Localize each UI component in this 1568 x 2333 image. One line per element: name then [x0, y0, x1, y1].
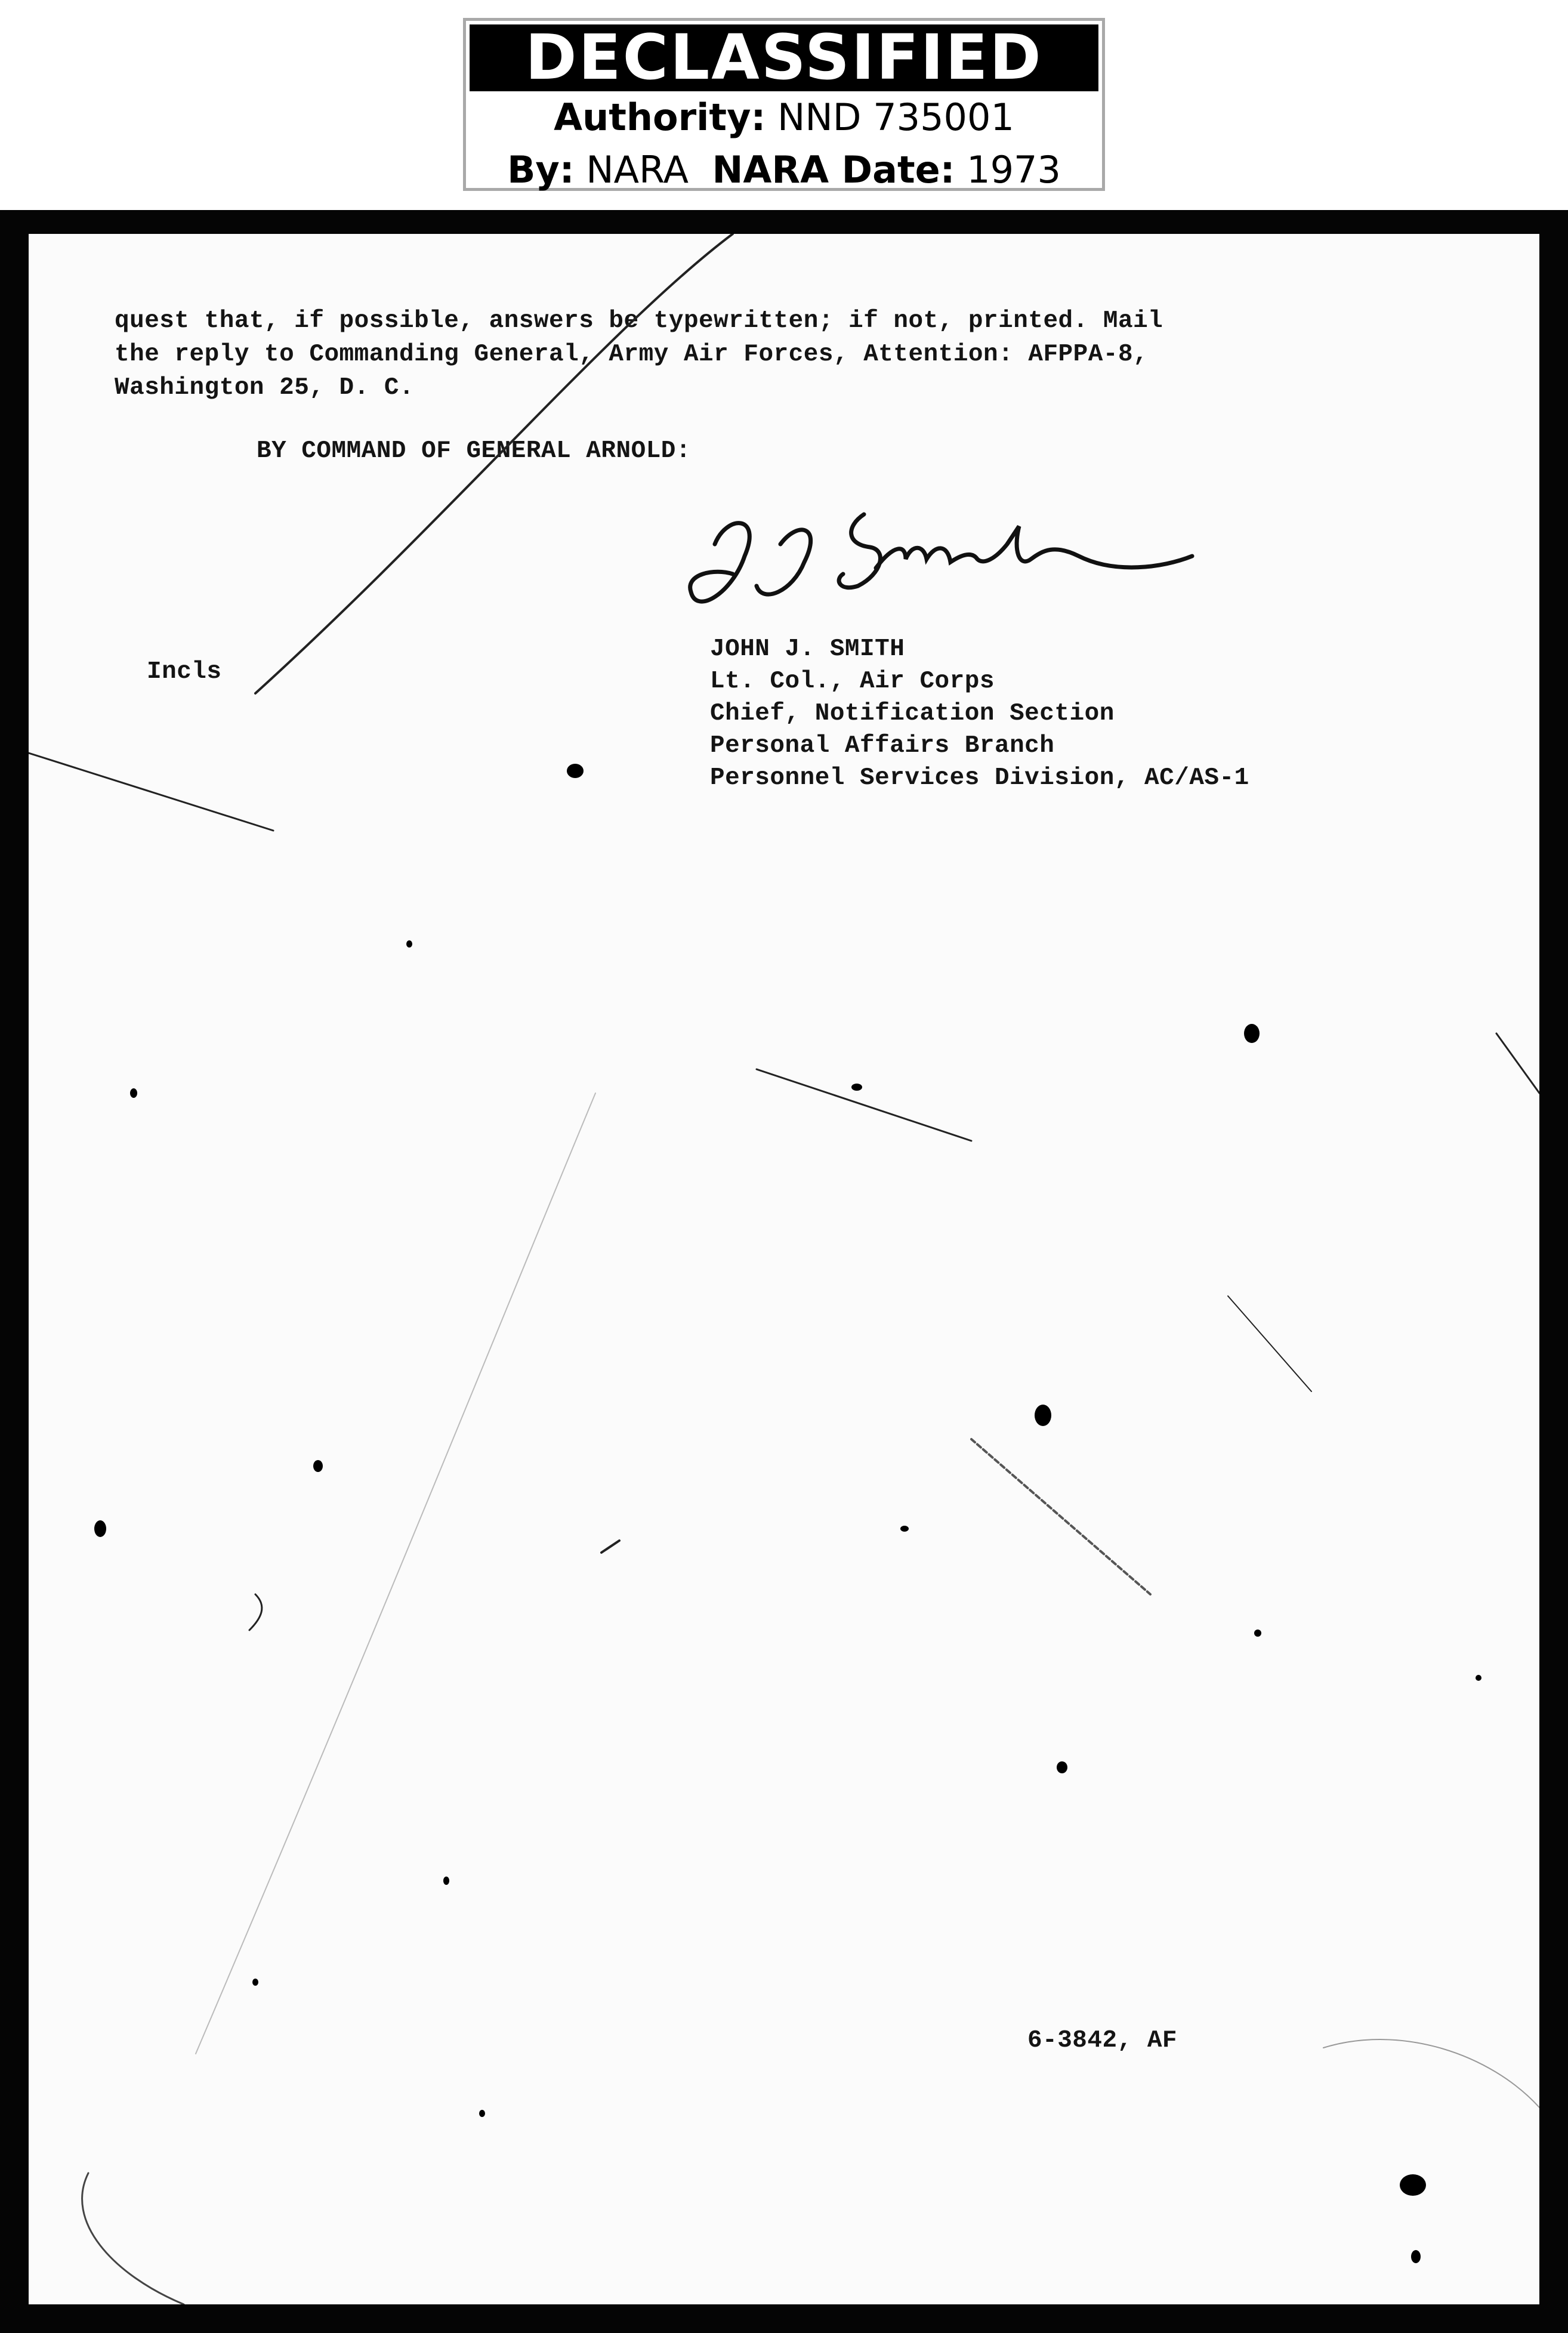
signer-title: Chief, Notification Section [710, 700, 1115, 727]
stamp-title: DECLASSIFIED [470, 24, 1098, 91]
by-label: By: [507, 148, 575, 192]
date-value: 1973 [967, 148, 1061, 192]
by-value: NARA [586, 148, 689, 192]
enclosure-label: Incls [147, 658, 222, 686]
body-line-3: Washington 25, D. C. [115, 374, 415, 402]
scanned-page-frame [0, 210, 1568, 2333]
signer-branch: Personal Affairs Branch [710, 732, 1055, 760]
date-label: NARA Date: [712, 148, 955, 192]
ink-specks [94, 764, 1481, 2263]
scratch-lines [29, 234, 1539, 2304]
handwritten-signature [690, 514, 1192, 601]
signer-rank: Lt. Col., Air Corps [710, 668, 995, 695]
authority-label: Authority: [554, 95, 766, 139]
signer-division: Personnel Services Division, AC/AS-1 [710, 764, 1249, 792]
declassified-stamp [463, 18, 1105, 191]
signer-name: JOHN J. SMITH [710, 635, 905, 663]
command-line: BY COMMAND OF GENERAL ARNOLD: [257, 437, 692, 465]
body-line-2: the reply to Commanding General, Army Air Forces, Attention: AFPPA-8, [115, 341, 1149, 368]
stamp-authority [466, 91, 1102, 144]
scan-artifacts [29, 234, 1539, 2304]
stamp-by-date [466, 144, 1102, 196]
body-line-1: quest that, if possible, answers be typewritten; if not, printed. Mail [115, 307, 1163, 335]
authority-value: NND 735001 [777, 95, 1014, 139]
form-number: 6-3842, AF [1027, 2027, 1178, 2054]
document-page [29, 234, 1539, 2304]
